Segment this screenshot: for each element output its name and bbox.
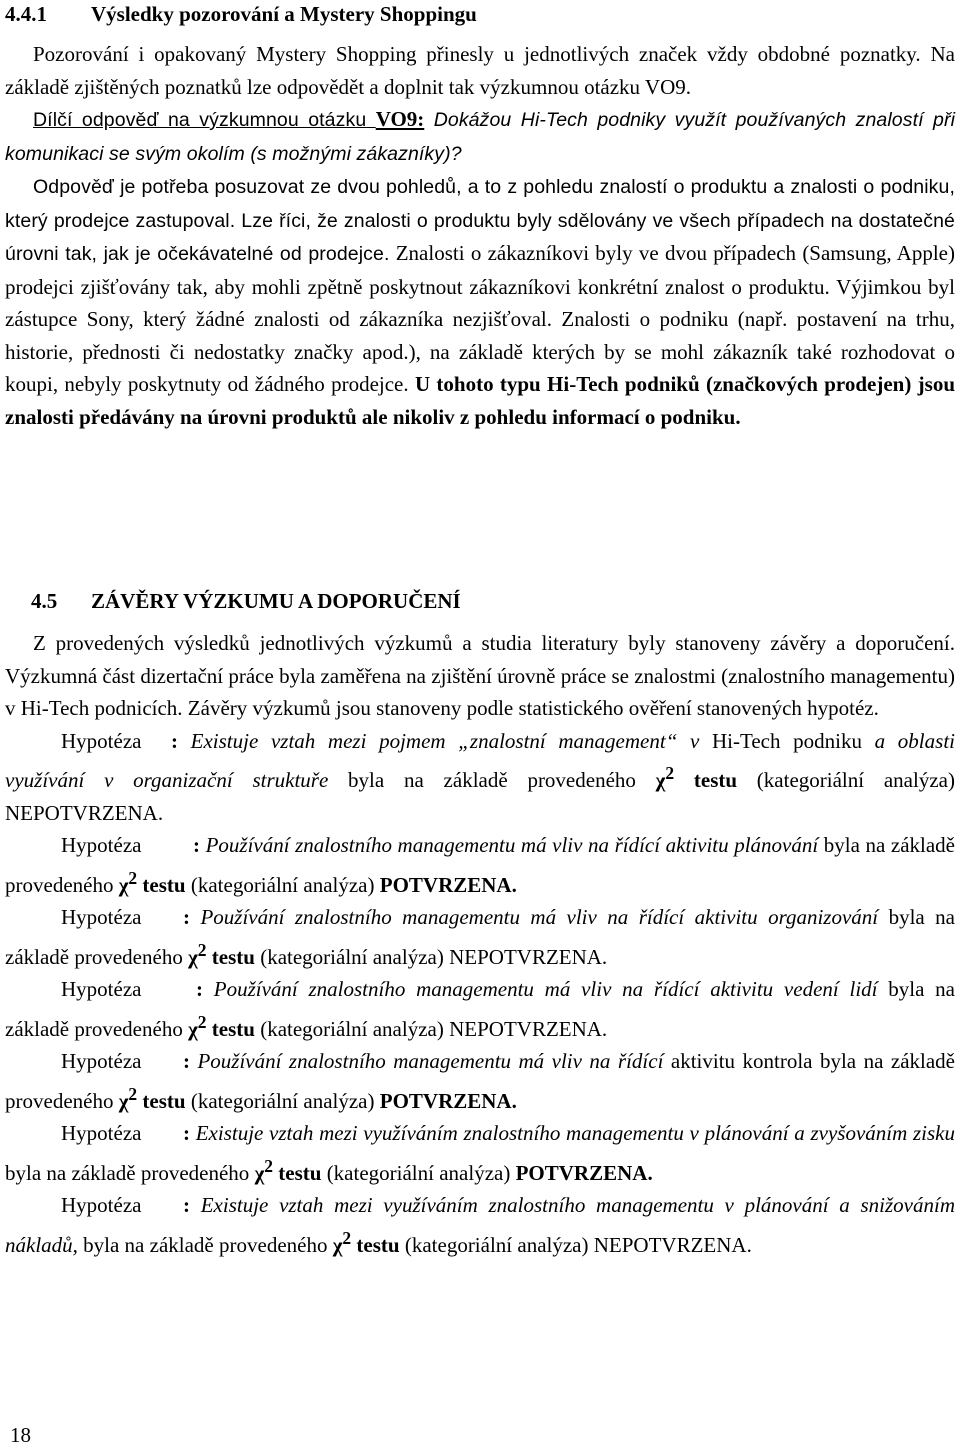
paragraph-answer-body [5,170,955,433]
hypothesis-label: Hypotéza [61,1193,142,1217]
test-label: testu [273,1160,322,1185]
hypothesis-statement-upright: Hi-Tech podniku [699,728,875,753]
answer-question: Dokážou Hi-Tech podniky využít používaných znalostí při komunikaci se svým okolím (s možnými zákazníky)? [5,109,956,165]
hypothesis-colon: : [193,833,200,857]
hypothesis-result: NEPOTVRZENA. [449,944,608,969]
section-number: 4.4.1 [5,2,47,26]
analysis-type: (kategoriální analýza) [185,1088,380,1113]
hypothesis-statement: Existuje vztah mezi pojmem „znalostní management“ v [178,728,700,753]
chi-exponent: 2 [342,1227,352,1248]
hypothesis-statement: Používání znalostního managementu má vliv na řídící aktivitu vedení lidí [203,977,878,1001]
answer-lead: Dílčí odpověď na výzkumnou otázku [33,109,376,131]
hypothesis-colon: : [183,1049,190,1073]
hypothesis-result: POTVRZENA. [515,1160,653,1185]
chi-exponent: 2 [128,867,138,888]
hypothesis-label: Hypotéza [61,833,142,857]
chi-symbol: χ [188,1016,198,1041]
chi-symbol: χ [118,872,129,897]
test-label: testu [206,1016,255,1041]
chi-exponent: 2 [665,763,675,783]
hypothesis-method: byla na základě provedeného [5,833,956,897]
analysis-type: (kategoriální analýza) [185,872,380,897]
analysis-type: (kategoriální analýza) [737,768,955,792]
section-4-5-body [5,627,955,1261]
hypothesis-statement: Používání znalostního managementu má vliv na řídící aktivitu plánování [200,833,819,857]
hypothesis-method: byla na základě provedeného [5,1160,255,1185]
hypothesis-label: Hypotéza [61,905,142,929]
hypothesis-result: NEPOTVRZENA. [5,800,164,825]
section-4-4-1-body [5,38,955,433]
section-title: ZÁVĚRY VÝZKUMU A DOPORUČENÍ [91,589,461,613]
hypothesis-colon: : [183,1193,190,1217]
page-number: 18 [10,1423,31,1447]
answer-body-sans: Odpověď je potřeba posuzovat ze dvou pohledů, a to z pohledu znalostí o produktu a znalosti o podniku, který prodejce zastupoval. Lze říci, že znalosti o produktu byly sdělovány ve všech případech na dostatečné úrovni tak, jak je očekávatelné od prodejce. [5,176,955,265]
hypothesis-method: byla na základě provedeného [5,905,956,969]
answer-vo-label: VO9: [375,107,425,131]
hypothesis-colon: : [196,977,203,1001]
test-label: testu [206,944,255,969]
hypothesis-item [5,901,955,973]
hypothesis-method: byla na základě provedeného [328,768,656,792]
hypothesis-statement: Používání znalostního managementu má vliv na řídící [190,1049,664,1073]
test-label: testu [674,768,738,792]
hypothesis-item [5,1189,955,1261]
chi-exponent: 2 [197,1011,207,1032]
hypothesis-method: byla na základě provedeného [77,1232,333,1257]
section-number: 4.5 [31,589,58,613]
chi-symbol: χ [188,944,198,969]
answer-body-serif: Znalosti o zákazníkovi byly ve dvou případech (Samsung, Apple) prodejci zjišťovány tak, aby mohli zpětně poskytnout zákazníkovi konkrétní znalost o produktu. Výjimkou byl zástupce Sony, který žádné znalosti od zákazníka nezjišťoval. Znalosti o podniku (např. postavení na trhu, historie, přednosti či nedostatky značky apod.), na základě kterých by se mohl zákazník také rozhodovat o koupi, nebyly poskytnuty od žádného prodejce. [5,241,955,396]
hypothesis-method: byla na základě provedeného [5,1049,955,1113]
hypothesis-statement: Existuje vztah mezi využíváním znalostního managementu v plánování a snižováním nákladů, [5,1193,955,1257]
test-label: testu [351,1232,400,1257]
hypothesis-result: NEPOTVRZENA. [449,1016,608,1041]
chi-exponent: 2 [264,1155,274,1176]
section-heading-4-4-1 [5,2,477,27]
analysis-type: (kategoriální analýza) [399,1232,594,1257]
paragraph-conclusions: Z provedených výsledků jednotlivých výzkumů a studia literatury byly stanoveny závěry a doporučení. Výzkumná část dizertační práce byla zaměřena na zjištění úrovně práce se znalostmi (znalostního managementu) v Hi-Tech podnicích. Závěry výzkumů jsou stanoveny podle statistického ověření stanovených hypotéz. [5,631,955,720]
chi-symbol: χ [118,1088,129,1113]
hypothesis-colon: : [183,905,190,929]
section-title: Výsledky pozorování a Mystery Shoppingu [91,2,477,26]
chi-exponent: 2 [197,939,207,960]
hypothesis-statement: Používání znalostního managementu má vliv na řídící aktivitu organizování [190,905,879,929]
section-heading-4-5 [31,589,461,614]
test-label: testu [137,1088,186,1113]
hypotheses-list [5,725,955,1262]
hypothesis-result: NEPOTVRZENA. [593,1232,752,1257]
hypothesis-statement-cont: a oblasti využívání v organizační struktuře [5,728,955,792]
hypothesis-label: Hypotéza [61,1121,142,1145]
hypothesis-item [5,1045,955,1117]
chi-exponent: 2 [128,1083,138,1104]
hypothesis-item [5,973,955,1045]
analysis-type: (kategoriální analýza) [254,1016,450,1041]
hypothesis-colon: : [183,1121,190,1145]
chi-symbol: χ [332,1232,343,1257]
chi-symbol: χ [655,768,666,792]
hypothesis-method: byla na základě provedeného [5,977,955,1041]
hypothesis-colon: : [171,728,178,753]
hypothesis-label: Hypotéza [61,977,142,1001]
hypothesis-result: POTVRZENA. [379,872,517,897]
hypothesis-item [5,1117,955,1189]
hypothesis-statement-upright: aktivitu kontrola [663,1049,813,1073]
analysis-type: (kategoriální analýza) [321,1160,516,1185]
hypothesis-statement: Existuje vztah mezi využíváním znalostního managementu v plánování a zvyšováním zisku [190,1121,955,1145]
paragraph-intro: Pozorování i opakovaný Mystery Shopping přinesly u jednotlivých značek vždy obdobné poznatky. Na základě zjištěných poznatků lze odpovědět a doplnit tak výzkumnou otázku VO9. [5,42,955,99]
answer-conclusion: U tohoto typu Hi-Tech podniků (značkových prodejen) jsou znalosti předávány na úrovni produktů ale nikoliv z pohledu informací o podniku. [5,372,956,429]
hypothesis-label: Hypotéza [61,728,142,753]
analysis-type: (kategoriální analýza) [254,944,450,969]
paragraph-partial-answer [5,103,955,170]
hypothesis-item [5,829,955,901]
hypothesis-item [5,725,955,830]
hypothesis-label: Hypotéza [61,1049,142,1073]
hypothesis-result: POTVRZENA. [379,1088,517,1113]
test-label: testu [137,872,186,897]
chi-symbol: χ [254,1160,265,1185]
